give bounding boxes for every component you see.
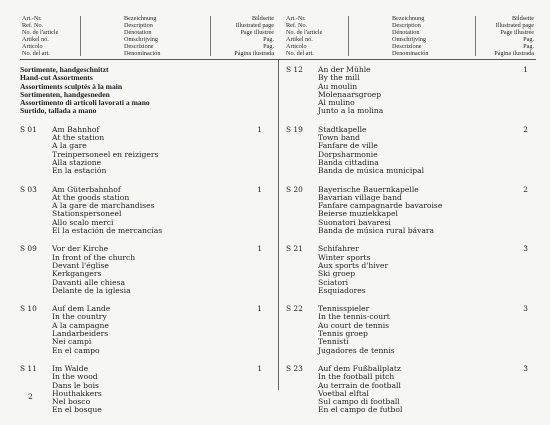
description-line: Suonatori bavaresi <box>318 217 391 227</box>
intro-line: Hand-cut Assortments <box>20 73 93 83</box>
illustrated-page: 3 <box>523 304 528 314</box>
article-number: S 12 <box>286 65 303 74</box>
catalog-entry <box>20 365 270 415</box>
header-right-description: Bezeichnung Description Dénotation Omschrijving Descrizione Denominación <box>392 15 429 57</box>
description-line: El la estación de mercancías <box>52 226 163 236</box>
description-line: Auf dem Fußballplatz <box>318 363 401 373</box>
description-line: Sciatori <box>318 277 349 287</box>
catalog-entry <box>286 245 536 295</box>
article-number: S 22 <box>286 304 303 314</box>
description-line: Stadtkapelle <box>318 124 367 134</box>
description-line: Tennis groep <box>318 329 368 339</box>
catalog-entry <box>286 305 536 355</box>
description-line: Town band <box>318 133 360 143</box>
description-line: Houthakkers <box>52 388 102 398</box>
description-line: Bavarian village band <box>318 192 402 202</box>
illustrated-page: 3 <box>523 244 528 254</box>
description-line: Esquiadores <box>318 285 366 295</box>
illustrated-page: 3 <box>523 363 528 373</box>
header-left-description: Bezeichnung Description Dénotation Omschrijving Descrizione Denominación <box>124 15 161 57</box>
illustrated-page: 1 <box>257 244 262 254</box>
header-right-page: Bildseite Illustrated page Page illustrée Pag. Pag. Página ilustrada <box>494 15 534 57</box>
catalog-entry <box>286 365 536 415</box>
illustrated-page: 1 <box>257 304 262 314</box>
description-line: Banda de música rural bávara <box>318 226 435 236</box>
description-line: En el campo <box>52 345 100 355</box>
entry-description <box>52 365 270 415</box>
description-line: In the country <box>52 312 107 322</box>
description-line: Beierse muziekkapel <box>318 209 398 219</box>
article-number: S 01 <box>20 124 37 134</box>
catalog-entry <box>20 245 270 295</box>
description-line: Fanfare campagnarde bavaroise <box>318 201 443 211</box>
header-divider <box>210 16 211 56</box>
catalog-entry <box>20 305 270 355</box>
description-line: Am Güterbahnhof <box>52 184 121 194</box>
section-intro <box>20 66 270 116</box>
description-line: A la gare <box>52 141 87 151</box>
description-line: Tennisti <box>318 337 349 347</box>
intro-line: Sortimenten, handgesneden <box>20 89 110 99</box>
description-line: En la estación <box>52 166 107 176</box>
description-line: Fanfare de ville <box>318 141 378 151</box>
description-line: Aux sports d'hiver <box>318 260 389 270</box>
entry-description <box>318 126 536 176</box>
intro-line: Sortimente, handgeschnitzt <box>20 65 109 74</box>
header-divider <box>80 16 81 56</box>
description-line: Tennisspieler <box>318 304 370 314</box>
description-line: Delante de la iglesia <box>52 285 131 295</box>
description-line: Banda de música municipal <box>318 166 425 176</box>
entry-description <box>318 365 536 415</box>
description-line: En el campo de futbol <box>318 405 403 415</box>
description-line: Winter sports <box>318 252 371 262</box>
illustrated-page: 1 <box>257 363 262 373</box>
left-column <box>20 66 270 425</box>
description-line: At the station <box>52 133 105 143</box>
description-line: Allo scalo merci <box>52 217 114 227</box>
catalog-entry <box>286 186 536 236</box>
description-line: Sul campo di football <box>318 397 400 407</box>
description-line: In the wood <box>52 372 98 382</box>
description-line: Vor der Kirche <box>52 244 109 254</box>
description-line: Stationspersoneel <box>52 209 122 219</box>
description-line: Molenaarsgroep <box>318 89 382 99</box>
header-right-art-no: Art.-Nr. Ref. No. No. de l'article Artikel no. Articolo No. del art. <box>286 15 323 57</box>
description-line: Al mulino <box>318 98 355 108</box>
description-line: An der Mühle <box>318 65 371 74</box>
description-line: Im Walde <box>52 363 89 373</box>
description-line: In the tennis-court <box>318 312 390 322</box>
article-number: S 11 <box>20 363 37 373</box>
entry-description <box>52 126 270 176</box>
entry-description <box>52 186 270 236</box>
catalog-entry <box>286 66 536 116</box>
entry-description <box>52 245 270 295</box>
header-left-art-no: Art.-Nr. Ref. No. No. de l'article Artikel no. Articolo No. del art. <box>22 15 59 57</box>
description-line: Au court de tennis <box>318 320 390 330</box>
entry-description <box>318 305 536 355</box>
description-line: Au moulin <box>318 81 358 91</box>
entry-description <box>318 66 536 116</box>
description-line: Au terrain de football <box>318 380 401 390</box>
description-line: A la gare de marchandises <box>52 201 155 211</box>
article-number: S 21 <box>286 244 303 254</box>
illustrated-page: 1 <box>257 124 262 134</box>
description-line: Nel bosco <box>52 397 91 407</box>
illustrated-page: 2 <box>523 184 528 194</box>
description-line: Auf dem Lande <box>52 304 111 314</box>
description-line: Alla stazione <box>52 157 102 167</box>
article-number: S 19 <box>286 124 303 134</box>
description-line: Nei campi <box>52 337 92 347</box>
description-line: Voetbal elftal <box>318 388 369 398</box>
description-line: Landarbeiders <box>52 329 109 339</box>
description-line: Treinpersoneel en reizigers <box>52 149 159 159</box>
catalog-entry <box>20 186 270 236</box>
description-line: Banda cittadina <box>318 157 379 167</box>
header-divider <box>348 16 349 56</box>
intro-line: Assortiments sculptés à la main <box>20 81 123 91</box>
right-column <box>286 66 536 425</box>
description-line: Bayerische Bauernkapelle <box>318 184 419 194</box>
description-line: A la campagne <box>52 320 109 330</box>
description-line: Dans le bois <box>52 380 99 390</box>
article-number: S 03 <box>20 184 37 194</box>
description-line: Ski groep <box>318 269 356 279</box>
column-divider <box>278 60 279 390</box>
description-line: In the football pitch <box>318 372 395 382</box>
entry-description <box>318 186 536 236</box>
entry-description <box>52 305 270 355</box>
article-number: S 09 <box>20 244 37 254</box>
illustrated-page: 1 <box>523 65 528 74</box>
description-line: Jugadores de tennis <box>318 345 395 355</box>
article-number: S 10 <box>20 304 37 314</box>
description-line: Davanti alle chiesa <box>52 277 126 287</box>
intro-line: Assortimento di articoli lavorati a mano <box>20 98 150 108</box>
illustrated-page: 1 <box>257 184 262 194</box>
description-line: In front of the church <box>52 252 136 262</box>
header-left-page: Bildseite Illustrated page Page illustrée Pag. Pag. Página ilustrada <box>234 15 274 57</box>
description-line: Devant l'église <box>52 260 109 270</box>
article-number: S 23 <box>286 363 303 373</box>
column-header <box>20 14 536 60</box>
catalog-entry <box>286 126 536 176</box>
description-line: Junto a la molina <box>318 106 384 116</box>
catalog-page <box>20 14 536 415</box>
description-line: Schifahrer <box>318 244 359 254</box>
illustrated-page: 2 <box>523 124 528 134</box>
catalog-entry <box>20 126 270 176</box>
description-line: By the mill <box>318 73 360 83</box>
description-line: Dorpsharmonie <box>318 149 378 159</box>
description-line: Am Bahnhof <box>52 124 100 134</box>
description-line: At the goods station <box>52 192 130 202</box>
description-line: En el bosque <box>52 405 102 415</box>
description-line: Kerkgangers <box>52 269 102 279</box>
article-number: S 20 <box>286 184 303 194</box>
page-number: 2 <box>28 392 33 401</box>
intro-line: Surtido, tallada a mano <box>20 106 97 116</box>
entry-description <box>318 245 536 295</box>
